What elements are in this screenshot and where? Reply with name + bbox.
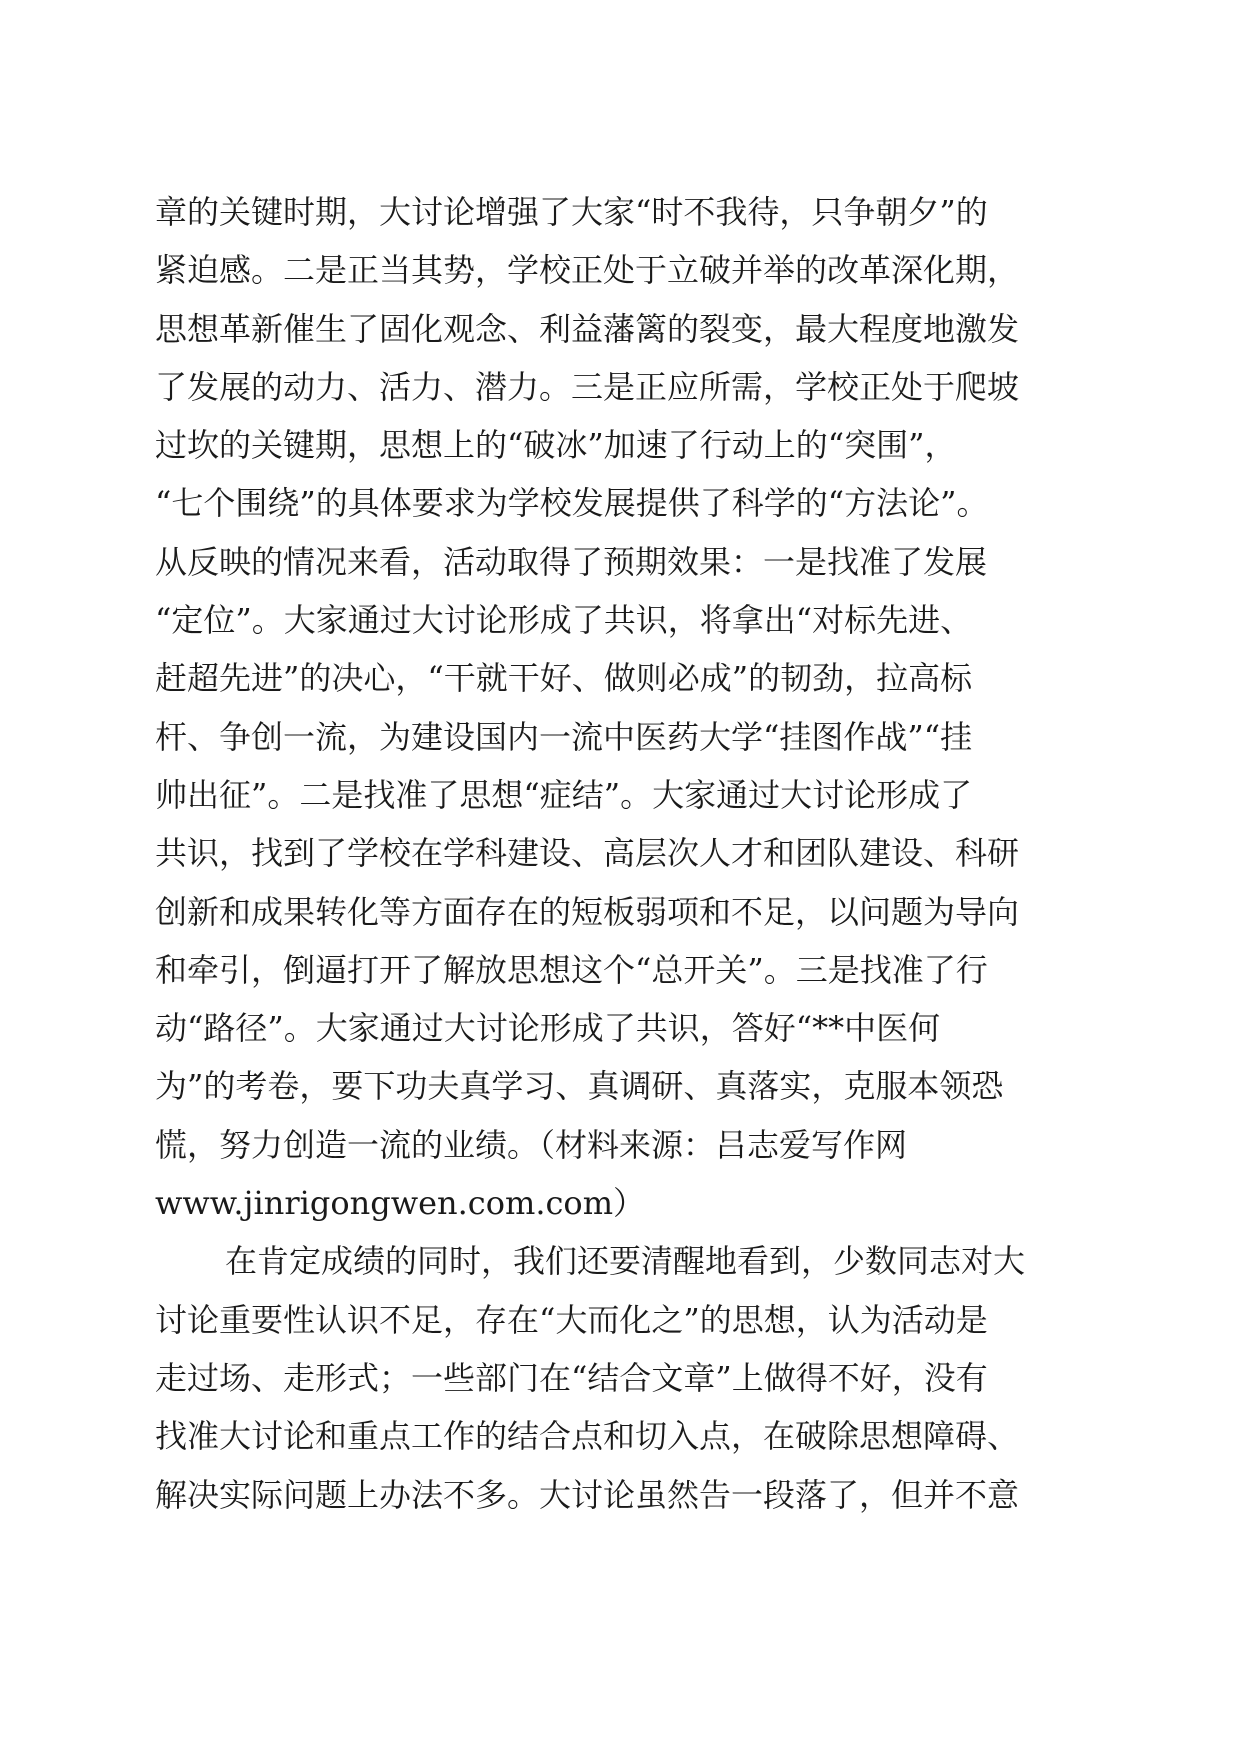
text-line: www.jinrigongwen.com.com） bbox=[155, 1184, 646, 1223]
text-line: 赶超先进”的决心，“干就干好、做则必成”的韧劲，拉高标 bbox=[155, 659, 973, 698]
text-line: 找准大讨论和重点工作的结合点和切入点，在破除思想障碍、 bbox=[155, 1417, 1020, 1456]
text-line: 慌，努力创造一流的业绩。（材料来源：吕志爱写作网 bbox=[155, 1125, 908, 1164]
paragraph-first-line: 在肯定成绩的同时，我们还要清醒地看到，少数同志对大 bbox=[225, 1242, 1026, 1281]
body-text bbox=[155, 183, 1085, 1524]
text-line: 讨论重要性认识不足，存在“大而化之”的思想，认为活动是 bbox=[155, 1300, 988, 1339]
text-line: 动“路径”。大家通过大讨论形成了共识，答好“**中医何 bbox=[155, 1009, 941, 1048]
text-line: 过坎的关键期，思想上的“破冰”加速了行动上的“突围”， bbox=[155, 426, 957, 465]
text-line: 章的关键时期，大讨论增强了大家“时不我待，只争朝夕”的 bbox=[155, 193, 988, 231]
text-line: 杆、争创一流，为建设国内一流中医药大学“挂图作战”“挂 bbox=[155, 717, 973, 756]
text-line: 解决实际问题上办法不多。大讨论虽然告一段落了，但并不意 bbox=[155, 1475, 1020, 1514]
text-line: 帅出征”。二是找准了思想“症结”。大家通过大讨论形成了 bbox=[155, 775, 973, 814]
text-line: “定位”。大家通过大讨论形成了共识，将拿出“对标先进、 bbox=[155, 601, 973, 640]
text-line: 共识，找到了学校在学科建设、高层次人才和团队建设、科研 bbox=[155, 834, 1020, 873]
text-line: “七个围绕”的具体要求为学校发展提供了科学的“方法论”。 bbox=[155, 484, 989, 523]
text-line: 为”的考卷，要下功夫真学习、真调研、真落实，克服本领恐 bbox=[155, 1067, 1004, 1106]
text-line: 走过场、走形式；一些部门在“结合文章”上做得不好，没有 bbox=[155, 1358, 988, 1397]
text-line: 了发展的动力、活力、潜力。三是正应所需，学校正处于爬坡 bbox=[155, 367, 1020, 406]
text-line: 和牵引，倒逼打开了解放思想这个“总开关”。三是找准了行 bbox=[155, 950, 988, 989]
text-line: 从反映的情况来看，活动取得了预期效果：一是找准了发展 bbox=[155, 542, 988, 581]
text-line: 思想革新催生了固化观念、利益藩篱的裂变，最大程度地激发 bbox=[155, 309, 1020, 348]
text-line: 紧迫感。二是正当其势，学校正处于立破并举的改革深化期， bbox=[155, 251, 1020, 290]
text-line: 创新和成果转化等方面存在的短板弱项和不足，以问题为导向 bbox=[155, 892, 1020, 931]
